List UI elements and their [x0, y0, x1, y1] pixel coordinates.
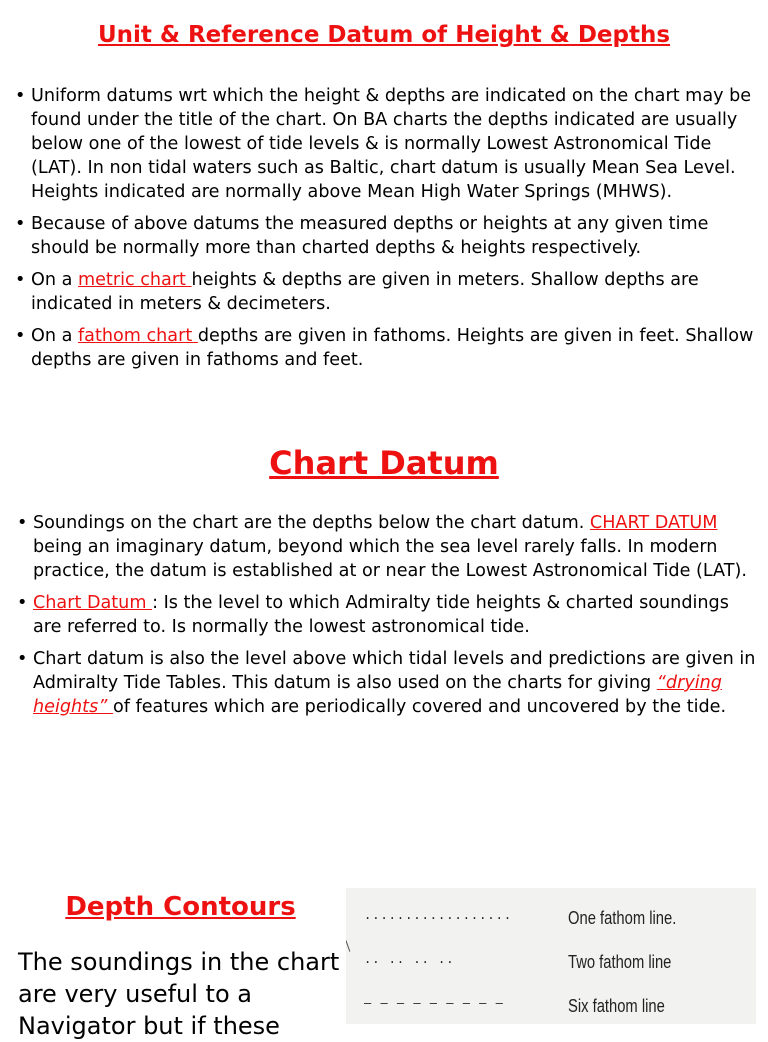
legend-row-six-fathom	[346, 982, 756, 1022]
one-fathom-line-label: One fathom line.	[568, 908, 677, 928]
bullet-text: Because of above datums the measured depths or heights at any given time should be normally more than charted depths & heights respectively.	[31, 214, 709, 258]
six-fathom-line-symbol: – – – – – – – – –	[364, 996, 504, 1010]
depth-contours-body: The soundings in the chart are very useful to a Navigator but if these	[18, 948, 340, 1040]
fathom-chart-link[interactable]: fathom chart	[77, 326, 198, 346]
bullet-text-post: being an imaginary datum, beyond which the sea level rarely falls. In modern practice, the datum is established at or near the Lowest Astronomical Tide (LAT).	[33, 537, 747, 581]
section-title-unit-datum: Unit & Reference Datum of Height & Depths	[97, 22, 671, 48]
bullet-text-pre: Chart datum is also the level above which tidal levels and predictions are given in Admiralty Tide Tables. This datum is also used on the charts for giving	[33, 649, 756, 693]
legend-row-two-fathom	[346, 938, 756, 978]
fathom-line-legend-image	[346, 888, 756, 1024]
bullet-text-pre: On a	[31, 326, 78, 346]
bullet-text-post: heights & depths are given in meters. Shallow depths are indicated in meters & decimeters.	[31, 270, 699, 314]
bullet-item	[17, 591, 757, 639]
drying-heights-link[interactable]: “drying heights”	[33, 673, 722, 717]
bullet-item	[15, 212, 755, 260]
two-fathom-line-symbol: .. .. .. ..	[364, 952, 455, 966]
section-title-depth-contours: Depth Contours	[65, 892, 296, 922]
bullet-text: Uniform datums wrt which the height & depths are indicated on the chart may be found under the title of the chart. On BA charts the depths indicated are usually below one of the lowest of tide levels & is normally Lowest Astronomical Tide (LAT). In non tidal waters such as Baltic, chart datum is usually Mean Sea Level. Heights indicated are normally above Mean High Water Springs (MHWS).	[31, 86, 752, 202]
bullet-text-pre: On a	[31, 270, 78, 290]
two-fathom-line-label: Two fathom line	[568, 952, 672, 972]
chart-datum-link-2[interactable]: Chart Datum	[33, 593, 153, 613]
bullet-item	[17, 647, 757, 719]
unit-datum-bullets	[15, 84, 755, 380]
legend-row-one-fathom	[346, 894, 756, 934]
bullet-item	[15, 268, 755, 316]
chart-datum-bullets	[17, 511, 757, 727]
one-fathom-line-symbol: ..................	[364, 908, 513, 922]
bullet-text-post: of features which are periodically covered and uncovered by the tide.	[112, 697, 727, 717]
bullet-item	[15, 324, 755, 372]
bullet-item	[17, 511, 757, 583]
chart-datum-link[interactable]: CHART DATUM	[589, 513, 718, 533]
bullet-item	[15, 84, 755, 204]
bullet-text-post: : Is the level to which Admiralty tide heights & charted soundings are referred to. Is normally the lowest astronomical tide.	[33, 593, 729, 637]
bullet-text-pre: Soundings on the chart are the depths below the chart datum.	[33, 513, 590, 533]
section-title-chart-datum: Chart Datum	[269, 444, 499, 482]
bullet-text-post: depths are given in fathoms. Heights are given in feet. Shallow depths are given in fathoms and feet.	[31, 326, 754, 370]
six-fathom-line-label: Six fathom line	[568, 996, 665, 1016]
metric-chart-link[interactable]: metric chart	[77, 270, 192, 290]
